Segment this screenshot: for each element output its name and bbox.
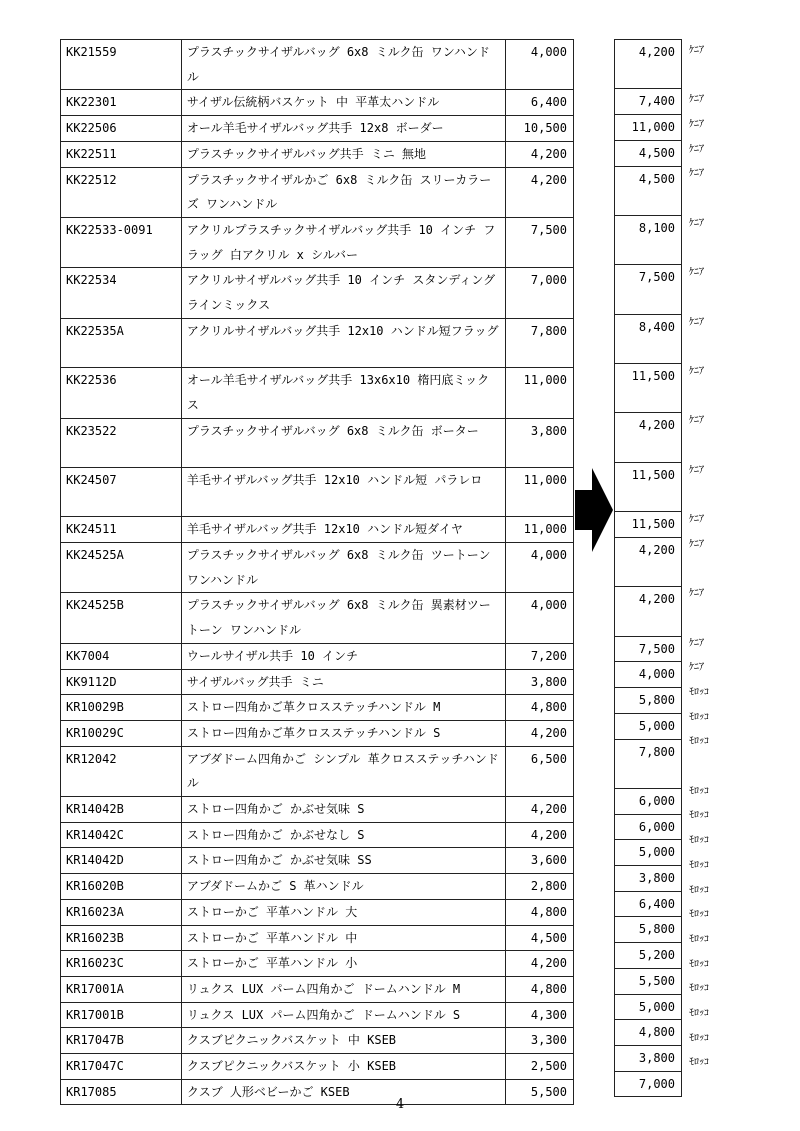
new-price-cell: 7,400 [615,89,682,115]
new-price-cell: 5,000 [615,994,682,1020]
new-price-cell: 5,000 [615,840,682,866]
item-name-cell: ストロー四角かご革クロスステッチハンドル M [181,695,505,721]
origin-label: ｹﾆｱ [689,588,704,600]
old-price-cell: 4,000 [506,593,574,643]
old-price-cell: 11,000 [506,467,574,516]
table-row [61,669,574,695]
table-row [615,688,682,714]
origin-label: ﾓﾛｯｺ [689,983,709,995]
item-name-cell: プラスチックサイザルバッグ 6x8 ミルク缶 異素材ツートーン ワンハンドル [181,593,505,643]
table-row [61,318,574,367]
new-price-cell: 5,500 [615,968,682,994]
item-name-cell: オール羊毛サイザルバッグ共手 12x8 ボーダー [181,116,505,142]
item-code-cell: KK24525A [61,543,182,593]
item-code-cell: KK9112D [61,669,182,695]
item-code-cell: KR10029B [61,695,182,721]
item-name-cell: ストローかご 平革ハンドル 大 [181,899,505,925]
table-row [61,217,574,267]
item-code-cell: KK22536 [61,368,182,418]
item-name-cell: リュクス LUX パーム四角かご ドームハンドル M [181,976,505,1002]
origin-label: ﾓﾛｯｺ [689,736,709,748]
item-name-cell: ストローかご 平革ハンドル 小 [181,951,505,977]
new-price-cell: 5,200 [615,943,682,969]
old-price-cell: 5,500 [506,1079,574,1105]
new-price-cell: 4,500 [615,166,682,215]
item-name-cell: クスブピクニックバスケット 小 KSEB [181,1054,505,1080]
table-row [615,512,682,538]
new-price-cell: 3,800 [615,1045,682,1071]
old-price-cell: 6,400 [506,90,574,116]
table-row [615,866,682,892]
table-row [615,713,682,739]
item-code-cell: KK23522 [61,418,182,467]
table-row [61,951,574,977]
table-row [61,116,574,142]
new-price-cell: 11,500 [615,364,682,413]
table-row [61,543,574,593]
old-price-cell: 7,500 [506,217,574,267]
new-price-cell: 4,200 [615,40,682,89]
item-name-cell: サイザル伝統柄バスケット 中 平革太ハンドル [181,90,505,116]
new-price-cell: 4,200 [615,413,682,462]
table-row [61,593,574,643]
item-name-cell: プラスチックサイザルかご 6x8 ミルク缶 スリーカラーズ ワンハンドル [181,167,505,217]
old-price-cell: 3,800 [506,418,574,467]
table-row [615,917,682,943]
item-code-cell: KK24525B [61,593,182,643]
table-row [615,994,682,1020]
item-code-cell: KR14042B [61,797,182,823]
new-price-cell: 4,200 [615,587,682,636]
origin-label: ﾓﾛｯｺ [689,933,709,945]
origin-label: ﾓﾛｯｺ [689,884,709,896]
table-row [615,140,682,166]
table-row [615,840,682,866]
old-price-cell: 6,500 [506,746,574,796]
origin-label: ﾓﾛｯｺ [689,859,709,871]
item-code-cell: KR10029C [61,720,182,746]
item-name-cell: 羊毛サイザルバッグ共手 12x10 ハンドル短 パラレロ [181,467,505,516]
new-price-cell: 4,500 [615,140,682,166]
old-price-cell: 4,200 [506,167,574,217]
item-code-cell: KK22512 [61,167,182,217]
old-price-cell: 4,200 [506,141,574,167]
item-code-cell: KK22535A [61,318,182,367]
table-row [61,368,574,418]
origin-label: ｹﾆｱ [689,464,704,476]
table-row [615,166,682,215]
old-price-cell: 10,500 [506,116,574,142]
table-row [61,720,574,746]
table-row [615,537,682,586]
item-name-cell: アクリルプラスチックサイザルバッグ共手 10 インチ フラッグ 白アクリル x シルバー [181,217,505,267]
new-price-cell: 11,000 [615,115,682,141]
origin-label: ｹﾆｱ [689,143,704,155]
origin-label: ｹﾆｱ [689,168,704,180]
origin-label: ｹﾆｱ [689,45,704,56]
old-price-cell: 2,500 [506,1054,574,1080]
right-arrow-icon [575,468,613,556]
table-row [61,899,574,925]
table-row [61,925,574,951]
item-name-cell: ウールサイザル共手 10 インチ [181,643,505,669]
old-price-table-body [61,40,574,1105]
origin-label: ﾓﾛｯｺ [689,958,709,970]
old-price-cell: 7,200 [506,643,574,669]
item-name-cell: プラスチックサイザルバッグ 6x8 ミルク缶 ツートーン ワンハンドル [181,543,505,593]
origin-label: ﾓﾛｯｺ [689,909,709,921]
new-price-table-body [615,40,682,1097]
new-price-cell: 4,800 [615,1020,682,1046]
origin-label: ｹﾆｱ [689,662,704,674]
item-name-cell: クスブピクニックバスケット 中 KSEB [181,1028,505,1054]
origin-label: ﾓﾛｯｺ [689,1007,709,1019]
origin-label: ﾓﾛｯｺ [689,835,709,847]
table-row [61,1002,574,1028]
item-name-cell: オール羊毛サイザルバッグ共手 13x6x10 楕円底ミックス [181,368,505,418]
item-code-cell: KR14042D [61,848,182,874]
item-code-cell: KK22533-0091 [61,217,182,267]
table-row [615,314,682,363]
page-number: 4 [395,1097,405,1112]
item-code-cell: KK7004 [61,643,182,669]
new-price-cell: 8,400 [615,314,682,363]
new-price-cell: 4,200 [615,537,682,586]
origin-label: ﾓﾛｯｺ [689,1032,709,1044]
table-row [615,943,682,969]
item-code-cell: KK22506 [61,116,182,142]
table-row [61,976,574,1002]
new-price-cell: 5,000 [615,713,682,739]
old-price-cell: 3,800 [506,669,574,695]
table-row [615,891,682,917]
new-price-cell: 11,500 [615,462,682,511]
table-row [615,462,682,511]
table-row [615,215,682,264]
table-row [615,265,682,314]
old-price-cell: 11,000 [506,368,574,418]
item-code-cell: KK21559 [61,40,182,90]
table-row [615,1071,682,1097]
origin-label: ﾓﾛｯｺ [689,785,709,797]
table-row [61,643,574,669]
item-name-cell: 羊毛サイザルバッグ共手 12x10 ハンドル短ダイヤ [181,517,505,543]
old-price-cell: 3,600 [506,848,574,874]
table-row [61,141,574,167]
new-price-cell: 7,000 [615,1071,682,1097]
table-row [615,1020,682,1046]
table-row [61,418,574,467]
item-code-cell: KR16023C [61,951,182,977]
item-code-cell: KR17047C [61,1054,182,1080]
origin-label: ｹﾆｱ [689,316,704,328]
item-name-cell: プラスチックサイザルバッグ 6x8 ミルク缶 ボーター [181,418,505,467]
item-code-cell: KR14042C [61,822,182,848]
old-price-cell: 7,800 [506,318,574,367]
origin-label: ｹﾆｱ [689,538,704,550]
item-code-cell: KK22534 [61,268,182,318]
table-row [615,364,682,413]
new-price-cell: 3,800 [615,866,682,892]
table-row [615,587,682,636]
origin-column [689,39,749,1076]
new-price-cell: 5,800 [615,917,682,943]
old-price-cell: 4,800 [506,695,574,721]
item-code-cell: KK22511 [61,141,182,167]
item-name-cell: アブダドームかご S 革ハンドル [181,874,505,900]
origin-label: ﾓﾛｯｺ [689,711,709,723]
table-row [61,268,574,318]
origin-label: ｹﾆｱ [689,119,704,131]
new-price-cell: 7,800 [615,739,682,788]
origin-label: ｹﾆｱ [689,217,704,229]
item-code-cell: KK24511 [61,517,182,543]
old-price-cell: 4,000 [506,543,574,593]
item-name-cell: クスブ 人形ベビーかご KSEB [181,1079,505,1105]
table-row [61,797,574,823]
old-price-cell: 3,300 [506,1028,574,1054]
table-row [61,90,574,116]
item-name-cell: ストロー四角かご かぶせなし S [181,822,505,848]
old-price-table [60,39,574,1105]
table-row [61,1054,574,1080]
table-row [615,115,682,141]
item-name-cell: ストロー四角かご革クロスステッチハンドル S [181,720,505,746]
table-row [61,848,574,874]
item-name-cell: リュクス LUX パーム四角かご ドームハンドル S [181,1002,505,1028]
table-row [615,968,682,994]
item-name-cell: ストロー四角かご かぶせ気味 S [181,797,505,823]
new-price-table [614,39,682,1097]
item-code-cell: KR16023A [61,899,182,925]
table-row [615,636,682,662]
table-row [61,167,574,217]
table-row [615,788,682,814]
item-name-cell: プラスチックサイザルバッグ共手 ミニ 無地 [181,141,505,167]
origin-label: ﾓﾛｯｺ [689,810,709,822]
origin-label: ﾓﾛｯｺ [689,1057,709,1069]
item-code-cell: KK22301 [61,90,182,116]
new-price-cell: 6,000 [615,814,682,840]
new-price-cell: 5,800 [615,688,682,714]
item-code-cell: KR17001A [61,976,182,1002]
origin-label: ｹﾆｱ [689,637,704,649]
table-row [61,467,574,516]
origin-label: ｹﾆｱ [689,267,704,279]
item-code-cell: KR12042 [61,746,182,796]
table-row [615,1045,682,1071]
item-code-cell: KR17047B [61,1028,182,1054]
item-code-cell: KR16020B [61,874,182,900]
item-name-cell: アブダドーム四角かご シンプル 革クロスステッチハンドル [181,746,505,796]
table-row [61,874,574,900]
table-row [615,40,682,89]
old-price-cell: 4,300 [506,1002,574,1028]
item-code-cell: KR16023B [61,925,182,951]
origin-label: ｹﾆｱ [689,94,704,106]
origin-label: ｹﾆｱ [689,415,704,427]
table-row [61,695,574,721]
item-code-cell: KR17085 [61,1079,182,1105]
table-row [61,517,574,543]
origin-label: ﾓﾛｯｺ [689,687,709,699]
table-row [615,662,682,688]
old-price-cell: 4,500 [506,925,574,951]
table-row [61,822,574,848]
table-row [61,746,574,796]
old-price-cell: 11,000 [506,517,574,543]
old-price-cell: 4,000 [506,40,574,90]
new-price-cell: 7,500 [615,265,682,314]
new-price-cell: 4,000 [615,662,682,688]
old-price-cell: 4,200 [506,951,574,977]
origin-label: ｹﾆｱ [689,366,704,378]
new-price-cell: 6,400 [615,891,682,917]
table-row [615,413,682,462]
item-name-cell: プラスチックサイザルバッグ 6x8 ミルク缶 ワンハンドル [181,40,505,90]
old-price-cell: 4,800 [506,976,574,1002]
item-code-cell: KK24507 [61,467,182,516]
old-price-cell: 4,200 [506,822,574,848]
table-row [615,739,682,788]
table-row [615,89,682,115]
item-name-cell: アクリルサイザルバッグ共手 10 インチ スタンディングラインミックス [181,268,505,318]
new-price-cell: 7,500 [615,636,682,662]
item-name-cell: アクリルサイザルバッグ共手 12x10 ハンドル短フラッグ [181,318,505,367]
origin-label: ｹﾆｱ [689,514,704,526]
item-code-cell: KR17001B [61,1002,182,1028]
table-row [61,1028,574,1054]
old-price-cell: 4,800 [506,899,574,925]
table-row [615,814,682,840]
old-price-cell: 7,000 [506,268,574,318]
item-name-cell: サイザルバッグ共手 ミニ [181,669,505,695]
new-price-cell: 6,000 [615,788,682,814]
item-name-cell: ストロー四角かご かぶせ気味 SS [181,848,505,874]
item-name-cell: ストローかご 平革ハンドル 中 [181,925,505,951]
new-price-cell: 11,500 [615,512,682,538]
old-price-cell: 4,200 [506,797,574,823]
table-row [61,40,574,90]
old-price-cell: 2,800 [506,874,574,900]
new-price-cell: 8,100 [615,215,682,264]
old-price-cell: 4,200 [506,720,574,746]
